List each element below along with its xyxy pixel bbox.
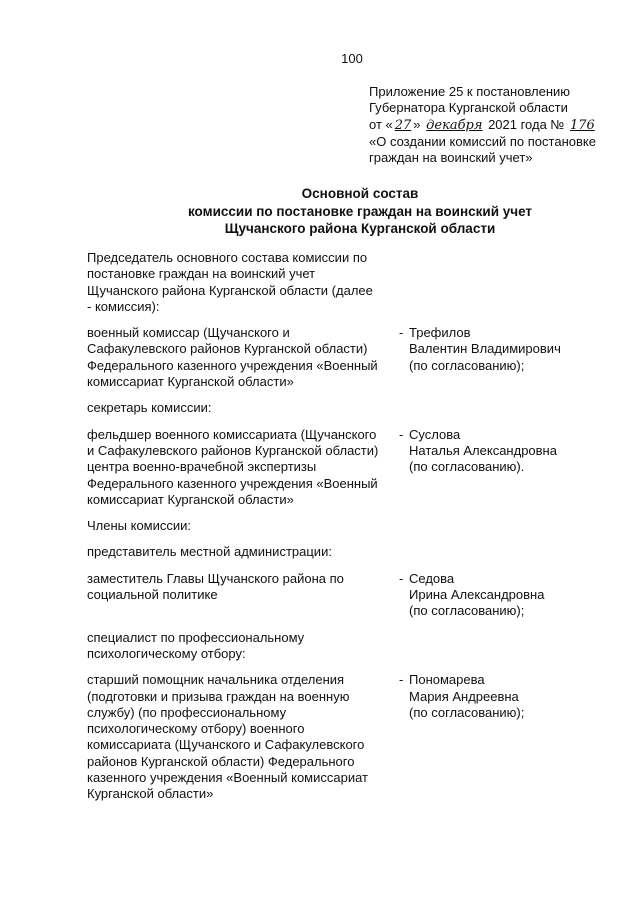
appendix-line-1: Приложение 25 к постановлению bbox=[369, 84, 571, 99]
title-line-3: Щучанского района Курганской области bbox=[224, 221, 496, 236]
local-admin-position: заместитель Главы Щучанского района по социальной политике bbox=[87, 570, 344, 603]
psych-heading: специалист по профессиональному психологическому отбору: bbox=[87, 629, 305, 661]
psych-person: - Пономарева Мария Андреевна (по согласованию); bbox=[399, 672, 617, 721]
psych-note: (по согласованию); bbox=[409, 704, 525, 720]
members-heading: Члены комиссии: bbox=[87, 518, 192, 534]
chairman-heading-row bbox=[87, 250, 617, 315]
local-admin-heading: представитель местной администрации: bbox=[87, 544, 332, 560]
local-admin-surname: Седова bbox=[409, 570, 455, 586]
page-number: 100 bbox=[341, 51, 363, 66]
local-admin-name: Ирина Александровна bbox=[409, 587, 545, 603]
chairman-position: военный комиссар (Щучанского и Сафакулевского районов Курганской области) Федерального казенного учреждения «Военный комиссариат Курганской области» bbox=[87, 325, 378, 390]
appendix-header bbox=[369, 84, 631, 166]
chairman-row bbox=[87, 325, 617, 390]
appendix-line-4: «О создании комиссий по постановке bbox=[369, 133, 596, 149]
title-line-2: комиссии по постановке граждан на воинский учет bbox=[187, 203, 533, 219]
local-admin-row bbox=[87, 571, 617, 620]
date-day-handwritten: 27 bbox=[394, 117, 412, 133]
psych-name: Мария Андреевна bbox=[409, 688, 519, 704]
secretary-row bbox=[87, 427, 617, 508]
psych-surname: Пономарева bbox=[409, 672, 485, 688]
local-admin-person: - Седова Ирина Александровна (по согласованию); bbox=[399, 571, 617, 620]
secretary-position: фельдшер военного комиссариата (Щучанского и Сафакулевского районов Курганской области) центра военно-врачебной экспертизы Федерального казенного учреждения «Военный комиссариат Курганской области» bbox=[87, 426, 379, 507]
chairman-heading: Председатель основного состава комиссии по постановке граждан на воинский учет Щучанского района Курганской области (далее - комиссия): bbox=[87, 250, 373, 314]
date-prefix: от « bbox=[369, 116, 393, 132]
chairman-name: Валентин Владимирович bbox=[409, 341, 561, 357]
secretary-name: Наталья Александровна bbox=[409, 442, 557, 458]
local-admin-note: (по согласованию); bbox=[409, 603, 525, 619]
date-year: 2021 года № bbox=[484, 116, 568, 132]
commission-list bbox=[87, 250, 617, 803]
document-number-handwritten: 176 bbox=[569, 117, 595, 133]
chairman-surname: Трефилов bbox=[409, 325, 471, 341]
appendix-line-2: Губернатора Курганской области bbox=[369, 100, 568, 116]
chairman-person: - Трефилов Валентин Владимирович (по согласованию); bbox=[399, 325, 617, 374]
date-mid: » bbox=[413, 116, 425, 132]
psych-position: старший помощник начальника отделения (подготовки и призыва граждан на военную службу) (по профессиональному психологическому отбору) военного комиссариата (Щучанского и Сафакулевского районов Курганской области) Федерального казенного учреждения «Военный комиссариат Курганской области» bbox=[87, 672, 368, 802]
psych-row bbox=[87, 672, 617, 802]
date-month-handwritten: декабря bbox=[426, 117, 483, 133]
appendix-date-line bbox=[369, 117, 631, 134]
secretary-note: (по согласованию). bbox=[409, 459, 525, 475]
secretary-surname: Суслова bbox=[409, 426, 461, 442]
secretary-person: - Суслова Наталья Александровна (по согласованию). bbox=[399, 427, 617, 476]
secretary-heading: секретарь комиссии: bbox=[87, 400, 212, 416]
title-line-1: Основной состав bbox=[301, 186, 419, 201]
chairman-note: (по согласованию); bbox=[409, 357, 525, 373]
appendix-line-5: граждан на воинский учет» bbox=[369, 150, 533, 166]
document-title bbox=[100, 185, 620, 238]
